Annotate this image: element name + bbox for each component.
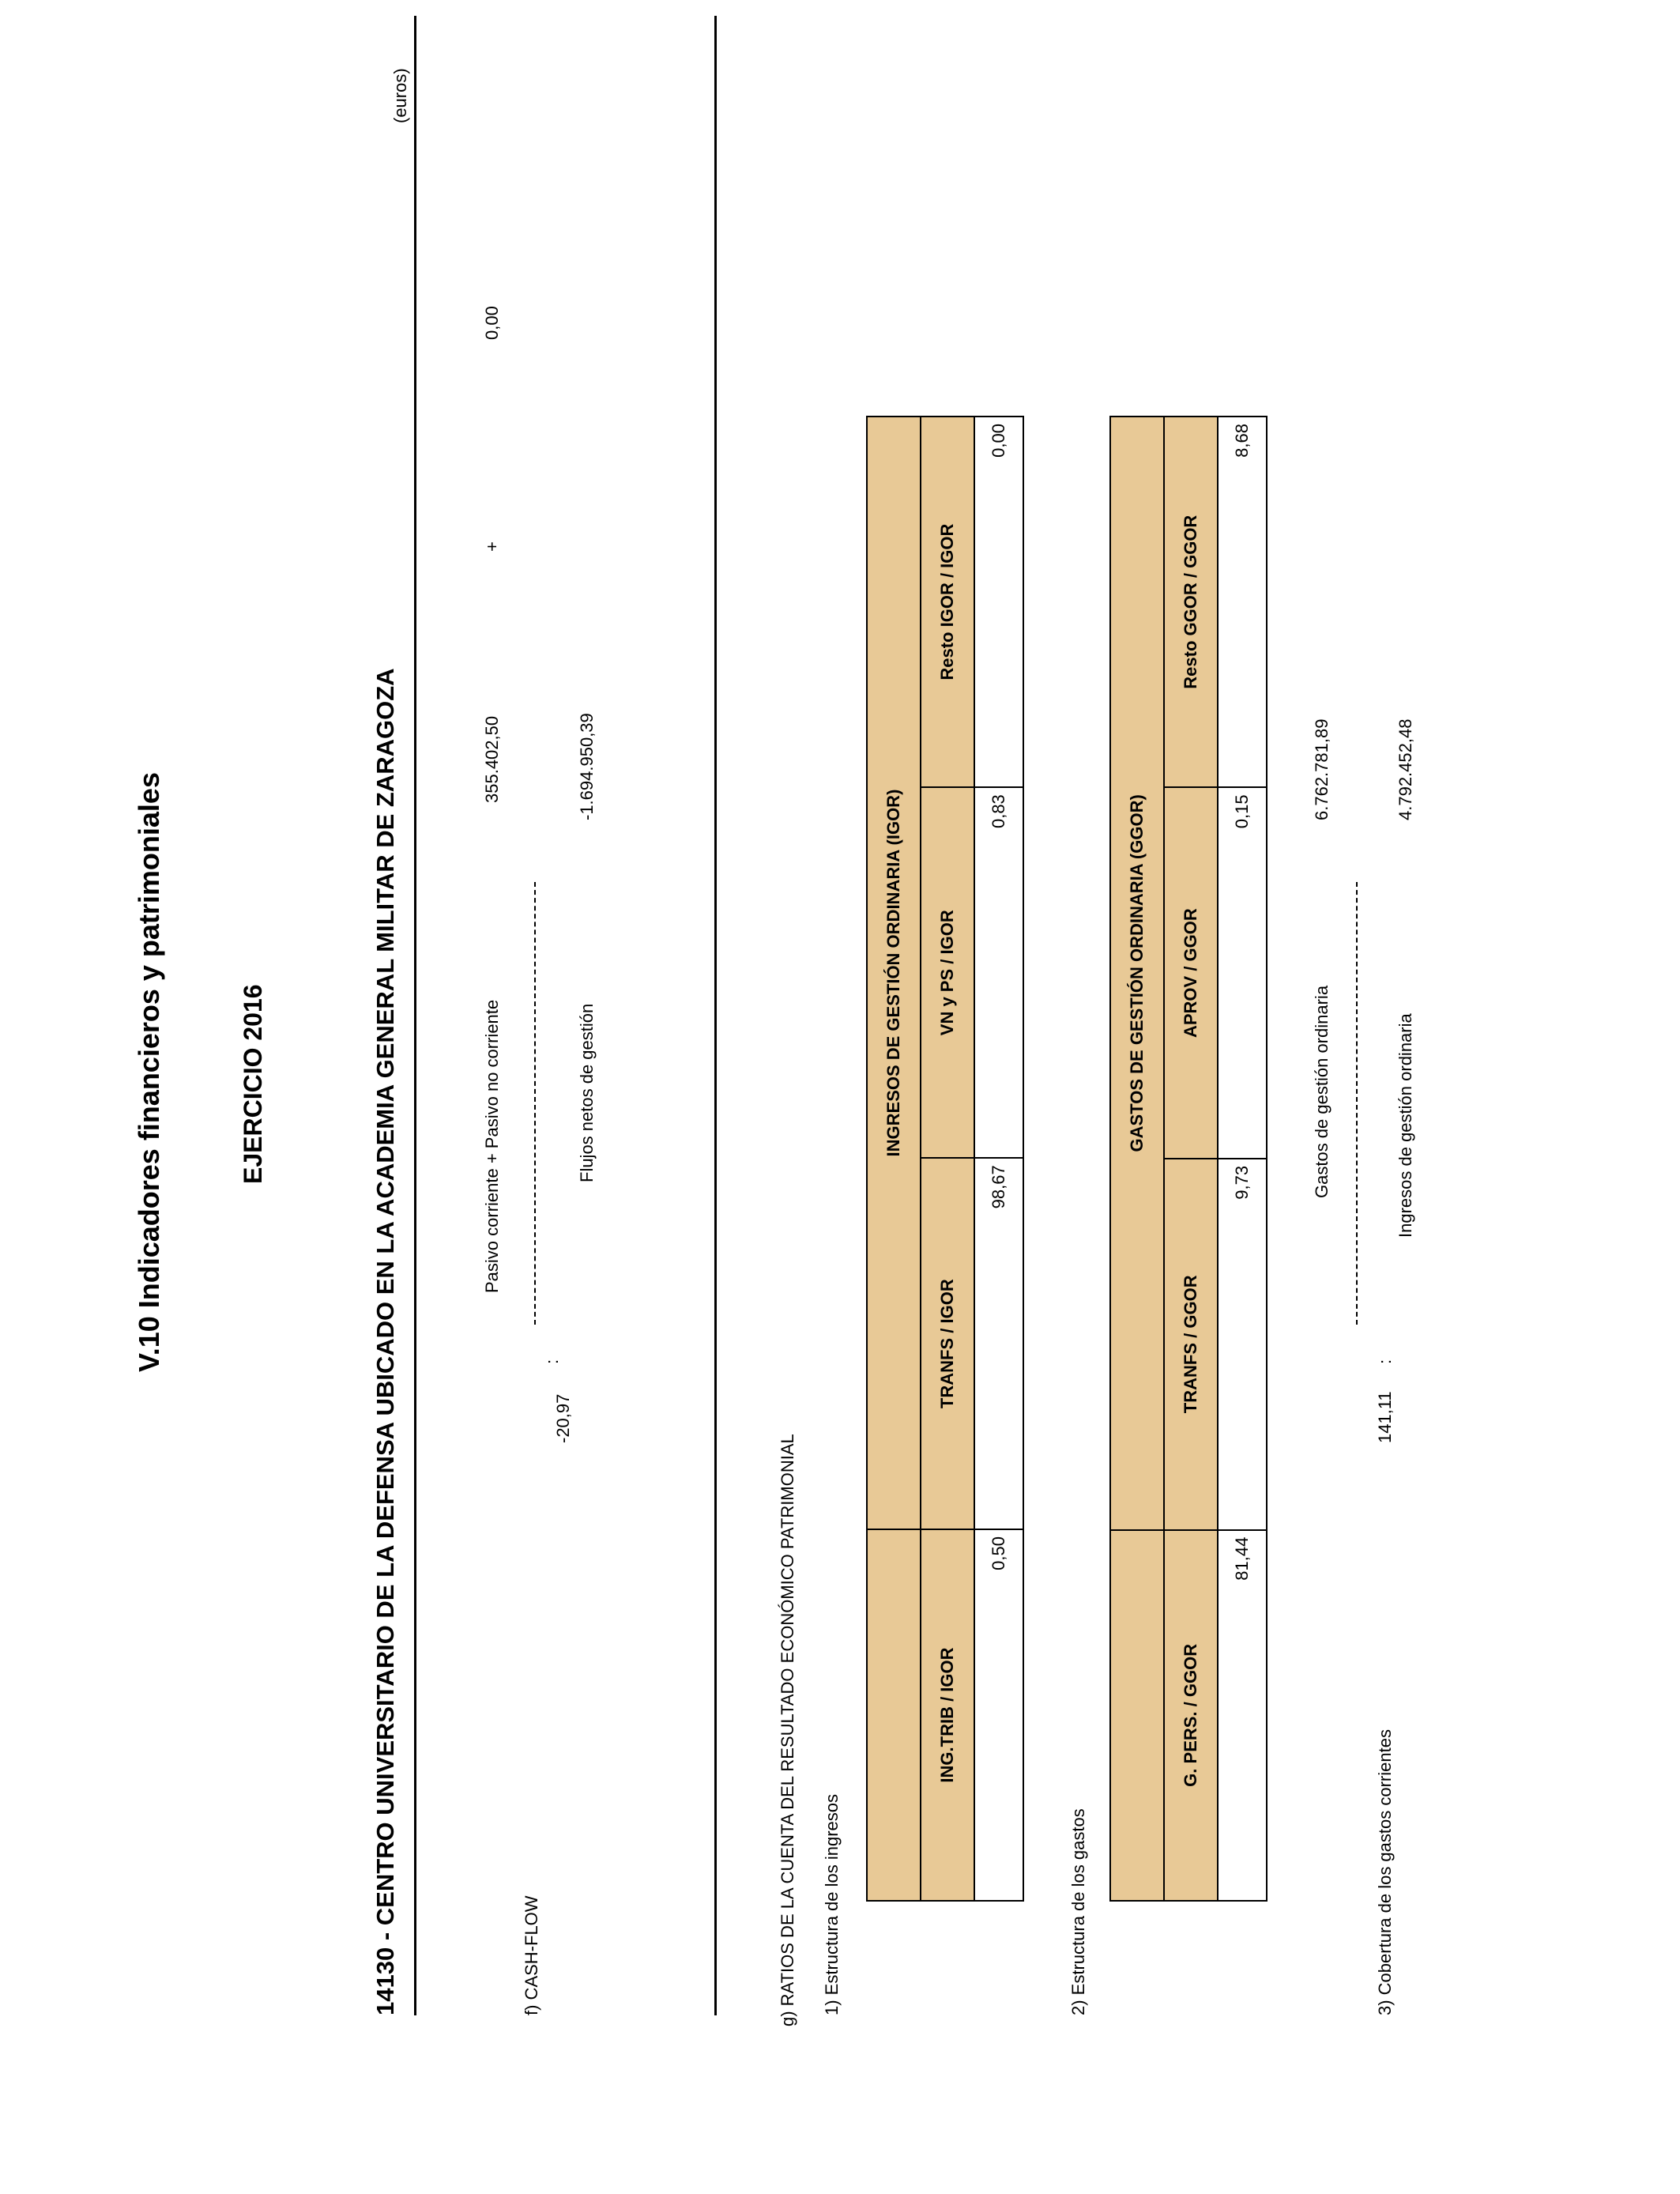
ingresos-val-vnps: 0,83 (974, 787, 1023, 1158)
ingresos-label: 1) Estructura de los ingresos (822, 1793, 842, 2015)
gastos-col-aprov: APROV / GGOR (1164, 787, 1218, 1159)
ingresos-col-resto: Resto IGOR / IGOR (921, 417, 974, 787)
ingresos-col-ingtrib: ING.TRIB / IGOR (921, 1529, 974, 1901)
gastos-table (1109, 416, 1268, 1902)
cashflow-plus: + (482, 541, 502, 552)
section-g-label: g) RATIOS DE LA CUENTA DEL RESULTADO ECONÓMICO PATRIMONIAL (778, 1434, 797, 2026)
middle-rule (714, 16, 717, 2015)
gastos-val-aprov: 0,15 (1218, 787, 1267, 1159)
gastos-val-tranfs: 9,73 (1218, 1159, 1267, 1530)
ingresos-val-tranfs: 98,67 (974, 1158, 1023, 1529)
gastos-val-gpers: 81,44 (1218, 1530, 1267, 1901)
unit-label: (euros) (390, 68, 410, 123)
cashflow-separator: : (542, 1359, 562, 1364)
cashflow-numerator-label: Pasivo corriente + Pasivo no corriente (482, 999, 502, 1293)
gastos-col-gpers: G. PERS. / GGOR (1164, 1530, 1218, 1901)
gastos-group-header: GASTOS DE GESTIÓN ORDINARIA (GGOR) (1110, 417, 1164, 1530)
gastos-col-tranfs: TRANFS / GGOR (1164, 1159, 1218, 1530)
cobertura-fraction-line (1356, 882, 1358, 1325)
cashflow-numerator-a: 355.402,50 (482, 715, 502, 803)
top-rule (414, 16, 416, 2015)
cobertura-label: 3) Cobertura de los gastos corrientes (1375, 1729, 1395, 2015)
cashflow-numerator-b: 0,00 (482, 306, 502, 340)
cobertura-numerator-label: Gastos de gestión ordinaria (1312, 985, 1332, 1198)
cobertura-denominator: 4.792.452,48 (1396, 718, 1415, 820)
cashflow-fraction-line (534, 882, 536, 1325)
ingresos-val-ingtrib: 0,50 (974, 1529, 1023, 1901)
exercise-heading: EJERCICIO 2016 (239, 984, 267, 1184)
cobertura-value: 141,11 (1375, 1391, 1395, 1443)
gastos-col-resto: Resto GGOR / GGOR (1164, 417, 1218, 787)
ingresos-val-resto: 0,00 (974, 417, 1023, 787)
cashflow-denominator: -1.694.950,39 (577, 713, 597, 820)
ingresos-table (866, 416, 1024, 1902)
gastos-val-resto: 8,68 (1218, 417, 1267, 787)
cobertura-numerator: 6.762.781,89 (1312, 718, 1332, 820)
entity-heading: 14130 - CENTRO UNIVERSITARIO DE LA DEFENSA UBICADO EN LA ACADEMIA GENERAL MILITAR DE ZARAGOZA (371, 668, 399, 2015)
ingresos-col-vnps: VN y PS / IGOR (921, 787, 974, 1158)
cobertura-separator: : (1375, 1359, 1395, 1364)
ingresos-col-tranfs: TRANFS / IGOR (921, 1158, 974, 1529)
ingresos-group-header: INGRESOS DE GESTIÓN ORDINARIA (IGOR) (867, 417, 921, 1529)
report-title: V.10 Indicadores financieros y patrimoniales (133, 772, 165, 1372)
cashflow-value: -20,97 (553, 1393, 573, 1443)
gastos-label: 2) Estructura de los gastos (1068, 1808, 1088, 2015)
cashflow-denominator-label: Flujos netos de gestión (577, 1003, 597, 1182)
cashflow-label: f) CASH-FLOW (522, 1895, 541, 2015)
cobertura-denominator-label: Ingresos de gestión ordinaria (1396, 1013, 1415, 1238)
